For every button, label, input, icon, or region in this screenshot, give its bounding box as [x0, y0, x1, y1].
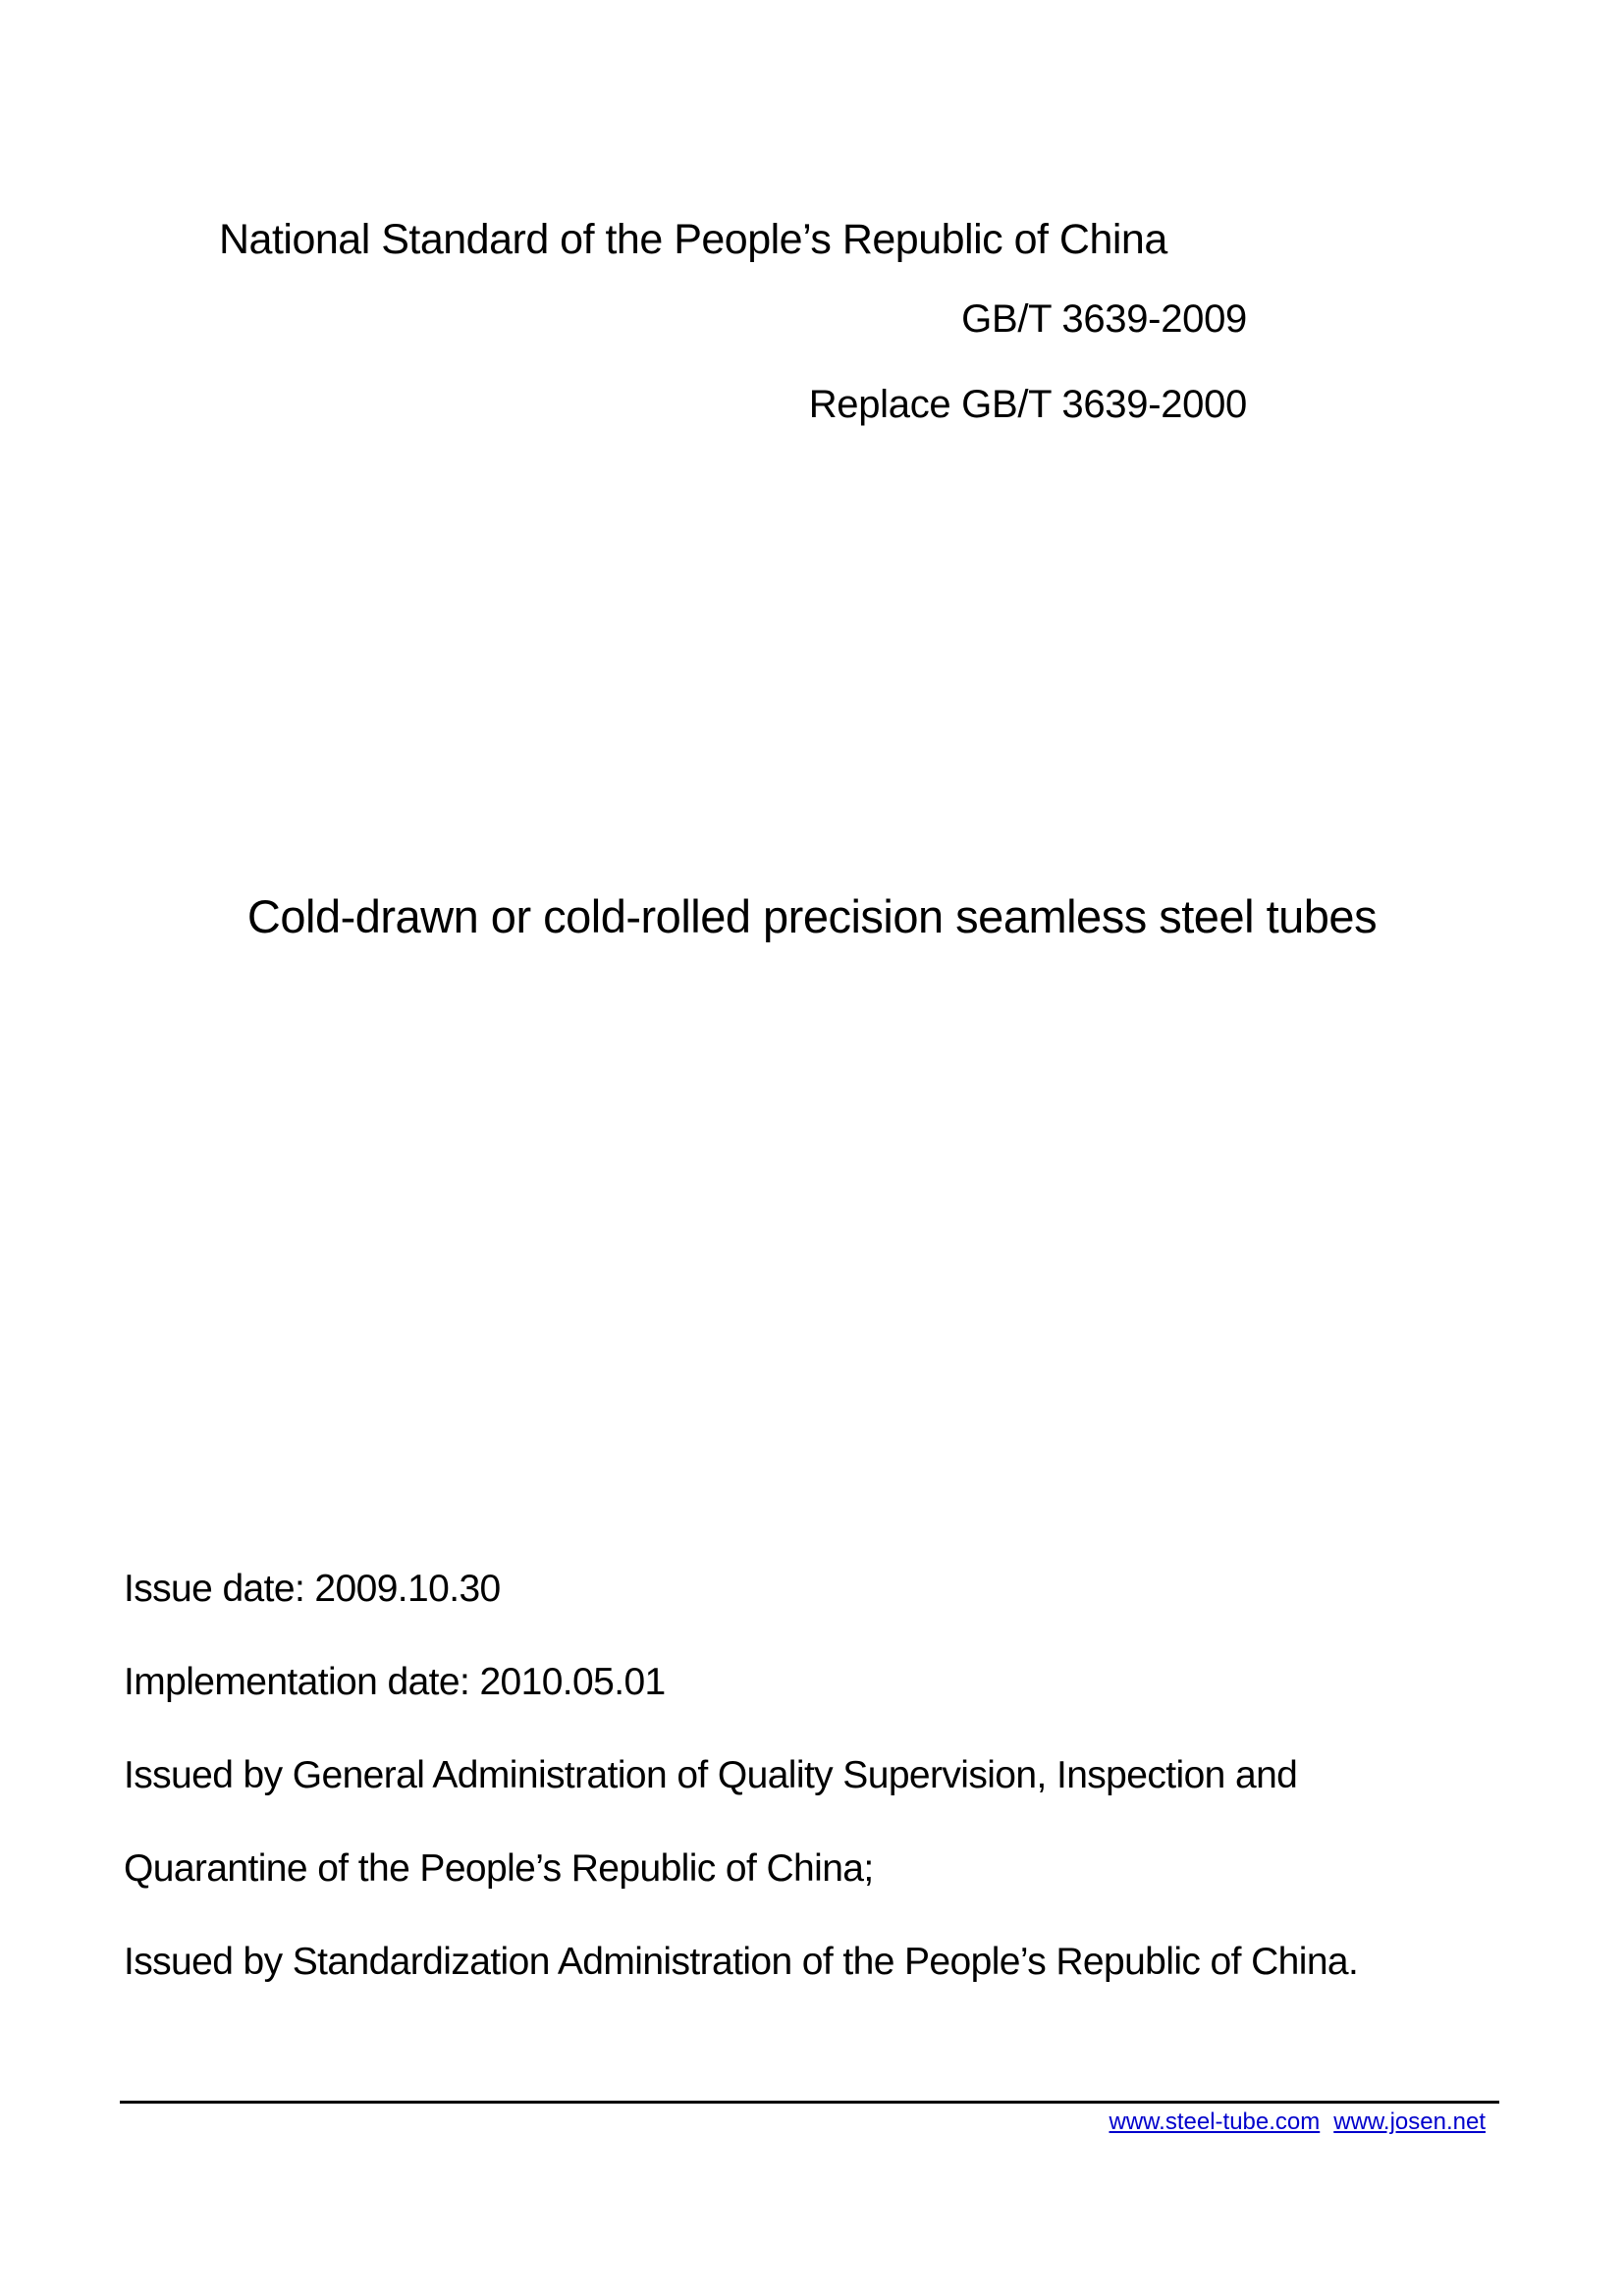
- josen-website-link[interactable]: www.josen.net: [1333, 2109, 1486, 2135]
- footer-links: [1110, 2109, 1487, 2136]
- standard-main-title: Cold-drawn or cold-rolled precision seamless steel tubes: [246, 890, 1378, 942]
- implementation-date-line: Implementation date: 2010.05.01: [124, 1661, 666, 1703]
- standard-replaces-note: Replace GB/T 3639-2000: [808, 383, 1247, 426]
- footer-divider-line: [120, 2101, 1499, 2104]
- issued-by-aqsiq-line-1: Issued by General Administration of Quality Supervision, Inspection and: [124, 1754, 1298, 1796]
- publication-details: [124, 1567, 1547, 2033]
- steel-tube-website-link[interactable]: www.steel-tube.com: [1109, 2109, 1321, 2135]
- issued-by-aqsiq-line-2: Quarantine of the People’s Republic of China;: [124, 1847, 874, 1890]
- document-title: National Standard of the People’s Republic of China: [219, 216, 1167, 263]
- issued-by-sac-line: Issued by Standardization Administration of the People’s Republic of China.: [124, 1941, 1359, 1983]
- standard-code: GB/T 3639-2009: [961, 297, 1247, 341]
- issue-date-line: Issue date: 2009.10.30: [124, 1568, 501, 1610]
